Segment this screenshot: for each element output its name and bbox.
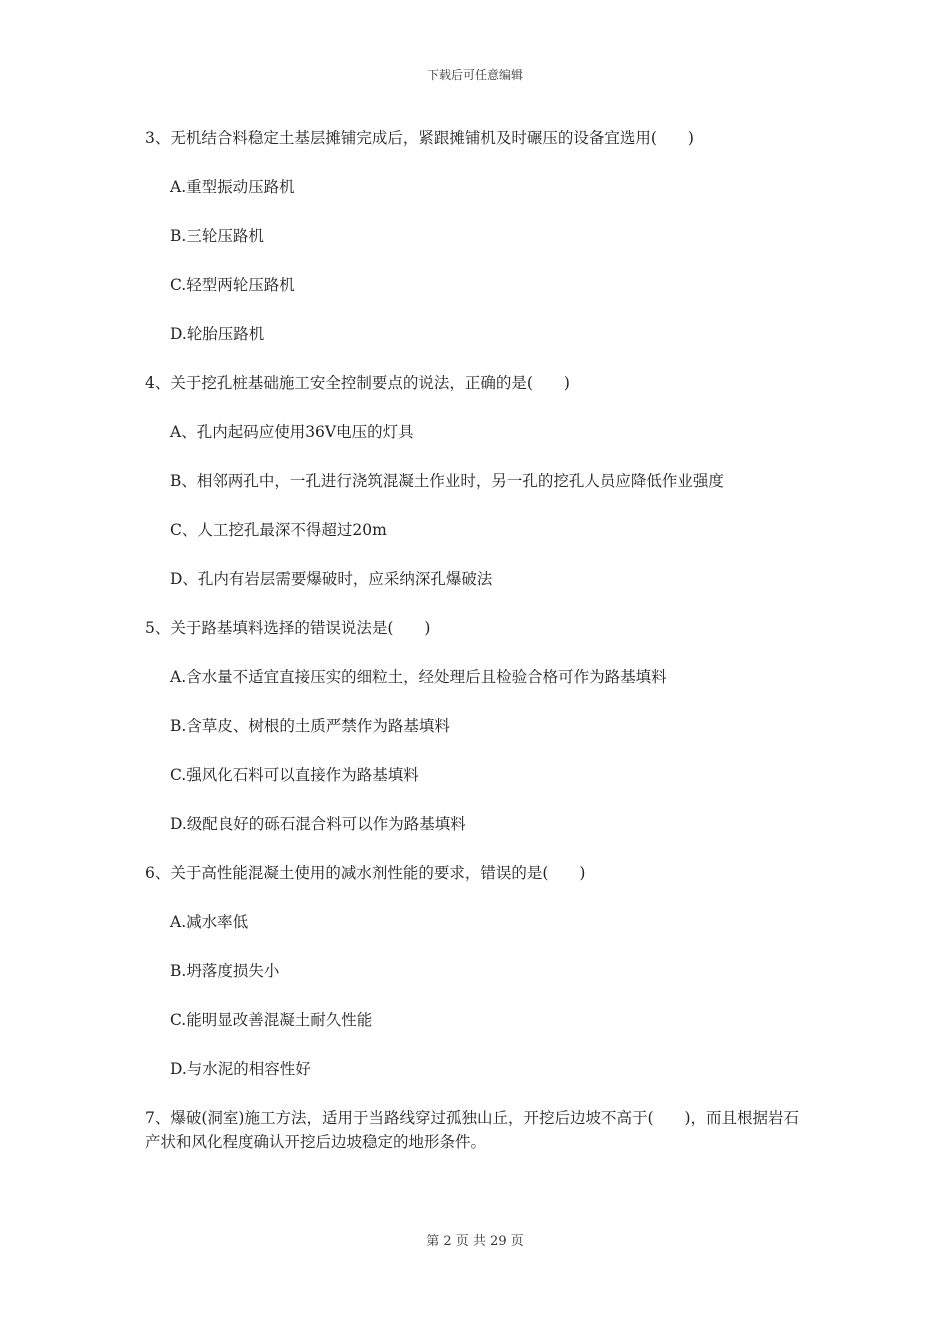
option-d: D.轮胎压路机 xyxy=(170,325,265,343)
option-c: C、人工挖孔最深不得超过20m xyxy=(170,521,387,539)
option-a: A.减水率低 xyxy=(170,913,249,931)
option-c: C.能明显改善混凝土耐久性能 xyxy=(170,1011,373,1029)
page-header: 下载后可任意编辑 xyxy=(426,68,523,82)
question-stem: 6、关于高性能混凝土使用的减水剂性能的要求，错误的是( ) xyxy=(145,864,586,882)
option-b: B.含草皮、树根的土质严禁作为路基填料 xyxy=(170,717,450,735)
question-list xyxy=(0,126,950,1179)
option-d: D.级配良好的砾石混合料可以作为路基填料 xyxy=(170,815,466,833)
question-5 xyxy=(0,616,950,836)
option-a: A.含水量不适宜直接压实的细粒土，经处理后且检验合格可作为路基填料 xyxy=(170,668,667,686)
option-a: A.重型振动压路机 xyxy=(170,178,295,196)
option-d: D.与水泥的相容性好 xyxy=(170,1060,311,1078)
option-b: B.坍落度损失小 xyxy=(170,962,280,980)
question-stem: 7、爆破(洞室)施工方法，适用于当路线穿过孤独山丘，开挖后边坡不高于( )，而且根据岩石产状和风化程度确认开挖后边坡稳定的地形条件。 xyxy=(145,1109,800,1151)
question-7 xyxy=(0,1106,950,1154)
question-stem: 4、关于挖孔桩基础施工安全控制要点的说法，正确的是( ) xyxy=(145,374,570,392)
option-d: D、孔内有岩层需要爆破时，应采纳深孔爆破法 xyxy=(170,570,493,588)
option-c: C.强风化石料可以直接作为路基填料 xyxy=(170,766,419,784)
option-b: B.三轮压路机 xyxy=(170,227,264,245)
question-3 xyxy=(0,126,950,346)
question-stem: 5、关于路基填料选择的错误说法是( ) xyxy=(145,619,431,637)
question-stem: 3、无机结合料稳定土基层摊铺完成后，紧跟摊铺机及时碾压的设备宜选用( ) xyxy=(145,129,694,147)
question-4 xyxy=(0,371,950,591)
option-c: C.轻型两轮压路机 xyxy=(170,276,295,294)
option-a: A、孔内起码应使用36V电压的灯具 xyxy=(170,423,414,441)
question-6 xyxy=(0,861,950,1081)
option-b: B、相邻两孔中，一孔进行浇筑混凝土作业时，另一孔的挖孔人员应降低作业强度 xyxy=(170,472,724,490)
page-footer: 第 2 页 共 29 页 xyxy=(426,1234,524,1249)
